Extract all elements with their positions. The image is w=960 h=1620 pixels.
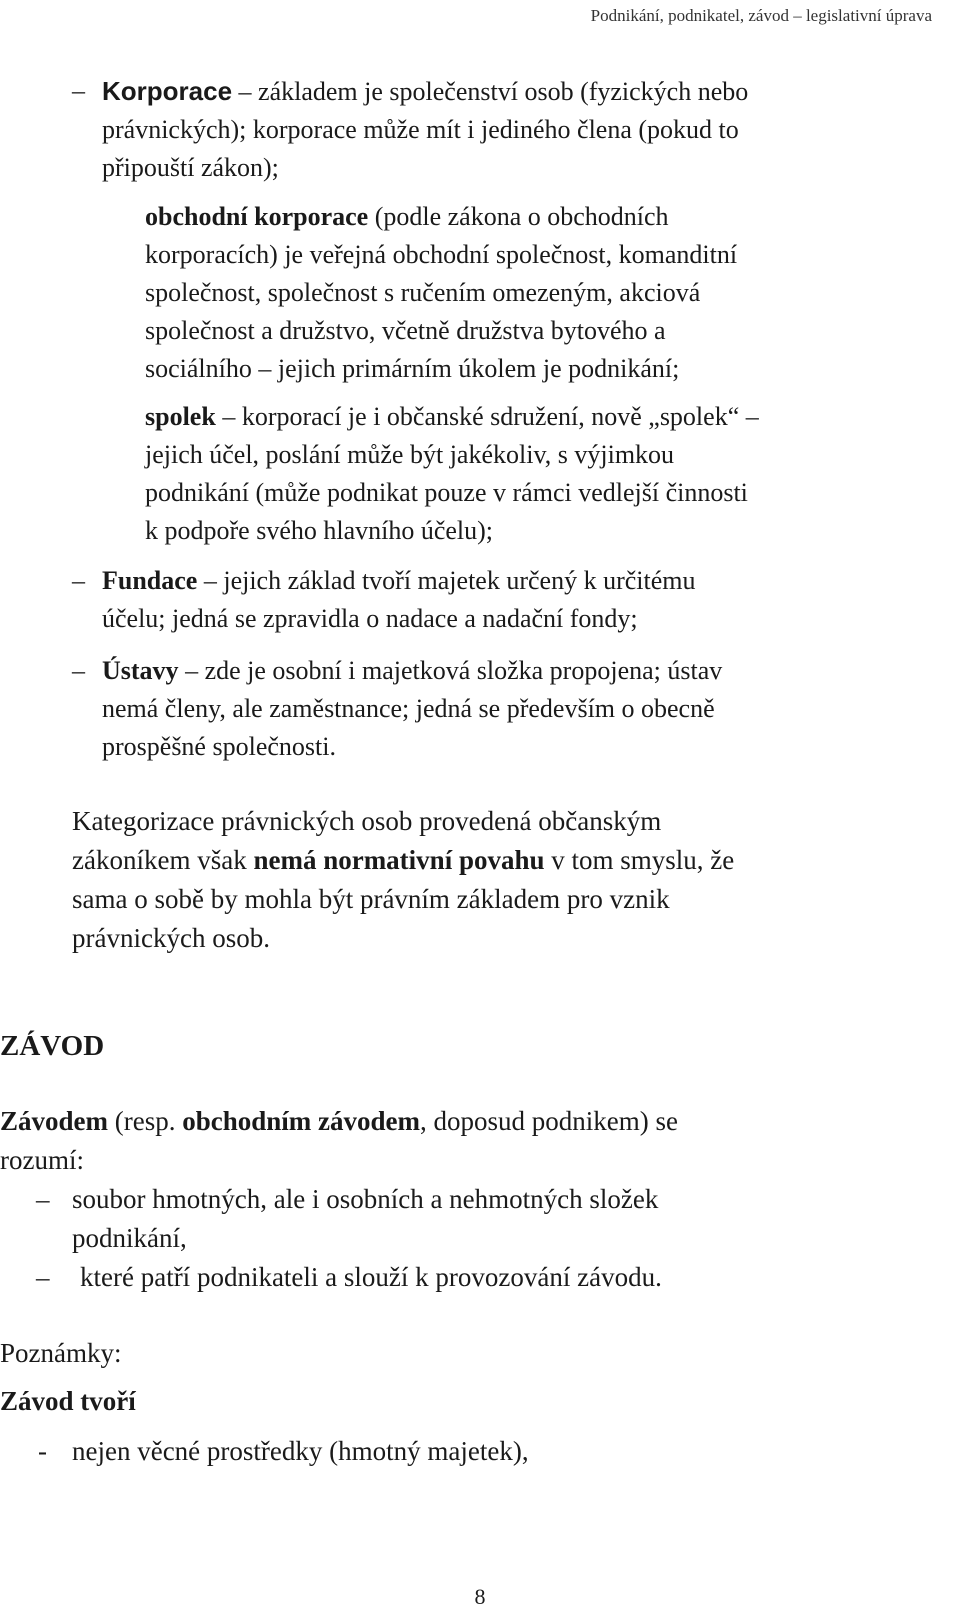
obchodni-korporace-text-1: (podle zákona o obchodních: [374, 202, 669, 231]
spolek-paragraph: [145, 398, 935, 550]
kategorizace-paragraph: [72, 802, 932, 958]
korporace-paragraph: [102, 72, 922, 187]
fundace-text-2: účelu; jedná se zpravidla o nadace a nadační fondy;: [102, 604, 638, 633]
obchodni-zavod-term: obchodním závodem: [182, 1106, 421, 1136]
kategorizace-text-2-post: v tom smyslu, že: [551, 845, 735, 875]
zavod-def-line-2: rozumí:: [0, 1145, 84, 1175]
obchodni-korporace-text-5: sociálního – jejich primárním úkolem je podnikání;: [145, 354, 680, 383]
zavod-item-1-text-1: soubor hmotných, ale i osobních a nehmotných složek: [72, 1184, 659, 1214]
zavod-item-2-dash: –: [36, 1262, 50, 1292]
obchodni-korporace-text-2: korporacích) je veřejná obchodní společnost, komanditní: [145, 240, 738, 269]
zavod-item-1-text-2: podnikání,: [72, 1223, 187, 1253]
poznamky-label: Poznámky:: [0, 1338, 122, 1368]
fundace-text-1: – jejich základ tvoří majetek určený k určitému: [203, 566, 696, 595]
kategorizace-bold: nemá normativní povahu: [253, 845, 545, 875]
korporace-term: Korporace: [102, 76, 233, 106]
page-number: 8: [474, 1584, 486, 1609]
zavod-item-1-dash: –: [36, 1184, 50, 1214]
spolek-text-3: podnikání (může podnikat pouze v rámci vedlejší činnosti: [145, 478, 748, 507]
fundace-paragraph: [102, 562, 922, 638]
obchodni-korporace-paragraph: [145, 198, 925, 388]
tvori-item-1-text: nejen věcné prostředky (hmotný majetek),: [72, 1436, 529, 1466]
kategorizace-text-3: sama o sobě by mohla být právním základem pro vznik: [72, 884, 670, 914]
ustavy-term: Ústavy: [102, 656, 179, 685]
spolek-text-2: jejich účel, poslání může být jakékoliv, s výjimkou: [145, 440, 675, 469]
running-header: Podnikání, podnikatel, závod – legislativní úprava: [590, 6, 932, 25]
zavod-definition: [0, 1102, 900, 1180]
kategorizace-text-1: Kategorizace právnických osob provedená občanským: [72, 806, 662, 836]
korporace-text-1: – základem je společenství osob (fyzických nebo: [238, 77, 749, 106]
zavod-tvori-heading: Závod tvoří: [0, 1386, 136, 1416]
obchodni-korporace-text-4: společnost a družstvo, včetně družstva bytového a: [145, 316, 666, 345]
obchodni-korporace-term: obchodní korporace: [145, 202, 369, 231]
spolek-term: spolek: [145, 402, 216, 431]
zavod-item-1: [72, 1180, 932, 1258]
ustavy-dash: –: [72, 656, 85, 685]
ustavy-paragraph: [102, 652, 922, 766]
spolek-text-4: k podpoře svého hlavního účelu);: [145, 516, 494, 545]
korporace-text-2: právnických); korporace může mít i jediného člena (pokud to: [102, 115, 739, 144]
zavod-def-post: , doposud podnikem) se: [420, 1106, 678, 1136]
kategorizace-text-2-pre: zákoníkem však: [72, 845, 247, 875]
fundace-term: Fundace: [102, 566, 198, 595]
spolek-text-1: – korporací je i občanské sdružení, nově „spolek“ –: [222, 402, 759, 431]
korporace-text-3: připouští zákon);: [102, 153, 279, 182]
zavod-def-mid: (resp.: [114, 1106, 176, 1136]
zavod-term: Závodem: [0, 1106, 108, 1136]
ustavy-text-1: – zde je osobní i majetková složka propojena; ústav: [185, 656, 723, 685]
ustavy-text-2: nemá členy, ale zaměstnance; jedná se především o obecně: [102, 694, 715, 723]
korporace-dash: –: [72, 76, 85, 105]
fundace-dash: –: [72, 566, 85, 595]
obchodni-korporace-text-3: společnost, společnost s ručením omezeným, akciová: [145, 278, 701, 307]
zavod-item-2-text: které patří podnikateli a slouží k provozování závodu.: [80, 1262, 662, 1292]
zavod-heading: ZÁVOD: [0, 1030, 105, 1062]
tvori-item-1-dash: -: [38, 1436, 47, 1466]
kategorizace-text-4: právnických osob.: [72, 923, 270, 953]
ustavy-text-3: prospěšné společnosti.: [102, 732, 336, 761]
